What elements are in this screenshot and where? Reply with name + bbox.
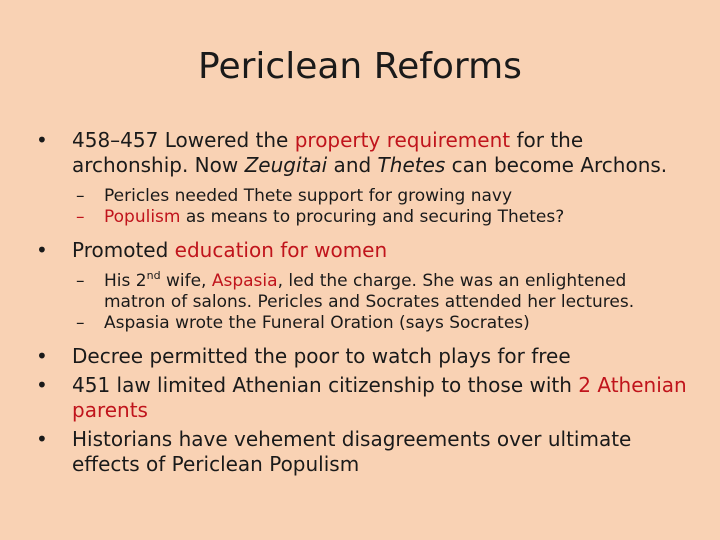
sub-bullet-text: Aspasia wrote the Funeral Oration (says Socrates) — [104, 313, 530, 333]
highlight-athenian-parents: 2 Athenian parents — [72, 373, 687, 422]
ordinal-suffix: nd — [146, 269, 161, 282]
term-thetes: Thetes — [377, 153, 446, 177]
bullet-marker: • — [36, 344, 48, 368]
bullet-historians — [0, 427, 692, 477]
sub-bullet-text: , led the charge. She was an enlightened matron of salons. Pericles and Socrates attended her lectures. — [104, 271, 635, 312]
sub-bullet-marker: – — [76, 207, 85, 227]
sub-bullet-marker: – — [76, 313, 85, 333]
bullet-text: and — [327, 153, 378, 177]
bullet-marker: • — [36, 373, 48, 397]
sub-bullet-text: Pericles needed Thete support for growing navy — [104, 186, 513, 206]
sub-bullet-populism — [0, 207, 690, 228]
bullet-text: for the archonship. Now — [72, 128, 584, 177]
bullet-citizenship-law — [0, 373, 692, 423]
bullet-text: Decree permitted the poor to watch plays for free — [72, 344, 571, 368]
slide-title: Periclean Reforms — [198, 46, 522, 87]
highlight-property-requirement: property requirement — [294, 128, 511, 152]
bullet-decree-plays — [0, 344, 692, 369]
bullet-text: Promoted — [72, 238, 175, 262]
bullet-marker: • — [36, 427, 48, 451]
bullet-text: 451 law limited Athenian citizenship to those with — [72, 373, 579, 397]
sub-bullet-funeral-oration — [0, 313, 690, 334]
bullet-archonship — [0, 128, 692, 178]
highlight-education-for-women: education for women — [174, 238, 388, 262]
bullet-list — [0, 128, 720, 477]
highlight-aspasia: Aspasia — [211, 271, 278, 291]
bullet-marker: • — [36, 238, 48, 262]
bullet-text: 458–457 Lowered the — [72, 128, 295, 152]
sub-bullet-aspasia — [0, 271, 690, 313]
bullet-education — [0, 238, 692, 263]
bullet-text: can become Archons. — [445, 153, 668, 177]
bullet-marker: • — [36, 128, 48, 152]
sub-bullet-marker: – — [76, 271, 85, 291]
highlight-populism: Populism — [104, 207, 181, 227]
sub-bullet-text: as means to procuring and securing Thetes? — [180, 207, 565, 227]
sub-bullet-text: His 2 — [104, 271, 147, 291]
sub-bullet-navy — [0, 186, 690, 207]
sub-bullet-text: wife, — [160, 271, 212, 291]
sub-bullet-marker: – — [76, 186, 85, 206]
bullet-text: Historians have vehement disagreements over ultimate effects of Periclean Populism — [72, 427, 632, 476]
term-zeugitai: Zeugitai — [244, 153, 328, 177]
